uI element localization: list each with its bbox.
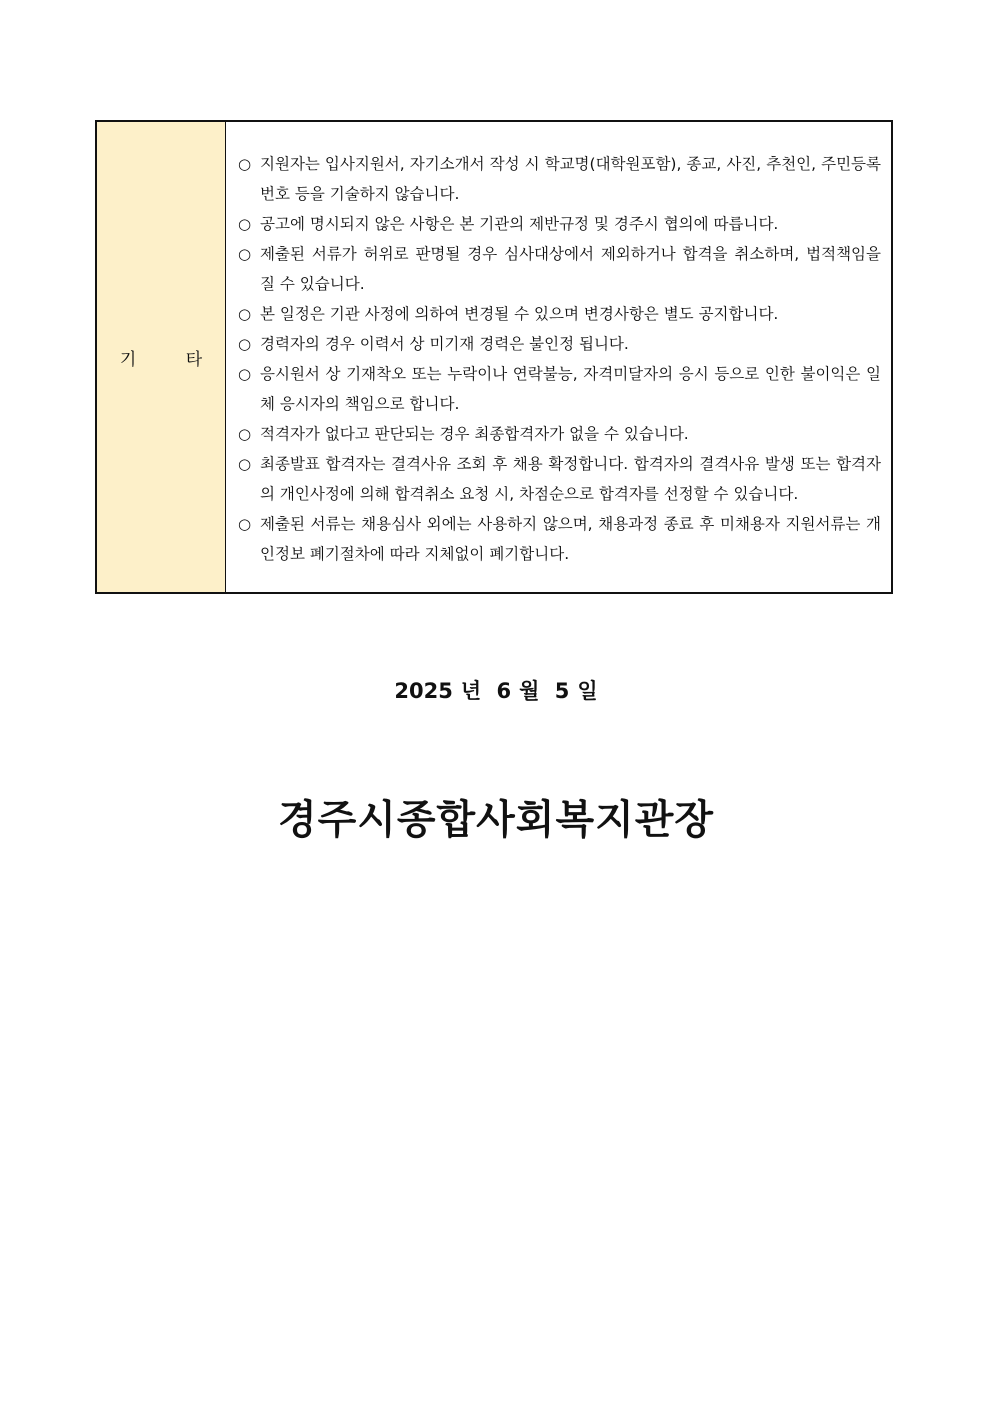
notice-item-text: 제출된 서류는 채용심사 외에는 사용하지 않으며, 채용과정 종료 후 미채용자 지원서류는 개인정보 폐기절차에 따라 지체없이 폐기합니다. <box>260 515 881 563</box>
circle-bullet-icon: ○ <box>238 365 252 383</box>
notice-item <box>238 359 881 419</box>
circle-bullet-icon: ○ <box>238 215 252 233</box>
announcement-date <box>0 675 992 705</box>
circle-bullet-icon: ○ <box>238 515 252 533</box>
notice-table <box>95 120 893 594</box>
notice-item-text: 응시원서 상 기재착오 또는 누락이나 연락불능, 자격미달자의 응시 등으로 인한 불이익은 일체 응시자의 책임으로 합니다. <box>260 365 881 413</box>
circle-bullet-icon: ○ <box>238 455 252 473</box>
notice-row <box>96 121 892 593</box>
circle-bullet-icon: ○ <box>238 305 252 323</box>
date-year-unit: 년 <box>460 679 482 703</box>
date-day-unit: 일 <box>577 679 598 703</box>
date-month-unit: 월 <box>519 679 540 703</box>
circle-bullet-icon: ○ <box>238 425 252 443</box>
notice-item <box>238 149 881 209</box>
notice-item <box>238 239 881 299</box>
circle-bullet-icon: ○ <box>238 335 252 353</box>
date-month: 6 <box>496 679 512 703</box>
notice-item <box>238 449 881 509</box>
notice-item-text: 본 일정은 기관 사정에 의하여 변경될 수 있으며 변경사항은 별도 공지합니다. <box>260 305 779 323</box>
notice-item <box>238 209 881 239</box>
notice-item <box>238 299 881 329</box>
notice-item <box>238 419 881 449</box>
notice-content <box>226 121 893 593</box>
notice-item-text: 지원자는 입사지원서, 자기소개서 작성 시 학교명(대학원포함), 종교, 사진, 추천인, 주민등록번호 등을 기술하지 않습니다. <box>260 155 881 203</box>
notice-item-text: 최종발표 합격자는 결격사유 조회 후 채용 확정합니다. 합격자의 결격사유 발생 또는 합격자의 개인사정에 의해 합격취소 요청 시, 차점순으로 합격자를 선정할 수 있습니다. <box>260 455 881 503</box>
organization-signature: 경주시종합사회복지관장 <box>277 797 715 843</box>
notice-item <box>238 329 881 359</box>
notice-item-text: 경력자의 경우 이력서 상 미기재 경력은 불인정 됩니다. <box>260 335 629 353</box>
notice-item-text: 적격자가 없다고 판단되는 경우 최종합격자가 없을 수 있습니다. <box>260 425 689 443</box>
circle-bullet-icon: ○ <box>238 245 252 263</box>
notice-label: 기 타 <box>96 121 226 593</box>
notice-item <box>238 509 881 569</box>
notice-item-text: 공고에 명시되지 않은 사항은 본 기관의 제반규정 및 경주시 협의에 따릅니다. <box>260 215 779 233</box>
date-day: 5 <box>554 679 570 703</box>
notice-item-text: 제출된 서류가 허위로 판명될 경우 심사대상에서 제외하거나 합격을 취소하며, 법적책임을 질 수 있습니다. <box>260 245 881 293</box>
date-year: 2025 <box>394 679 453 703</box>
circle-bullet-icon: ○ <box>238 155 252 173</box>
